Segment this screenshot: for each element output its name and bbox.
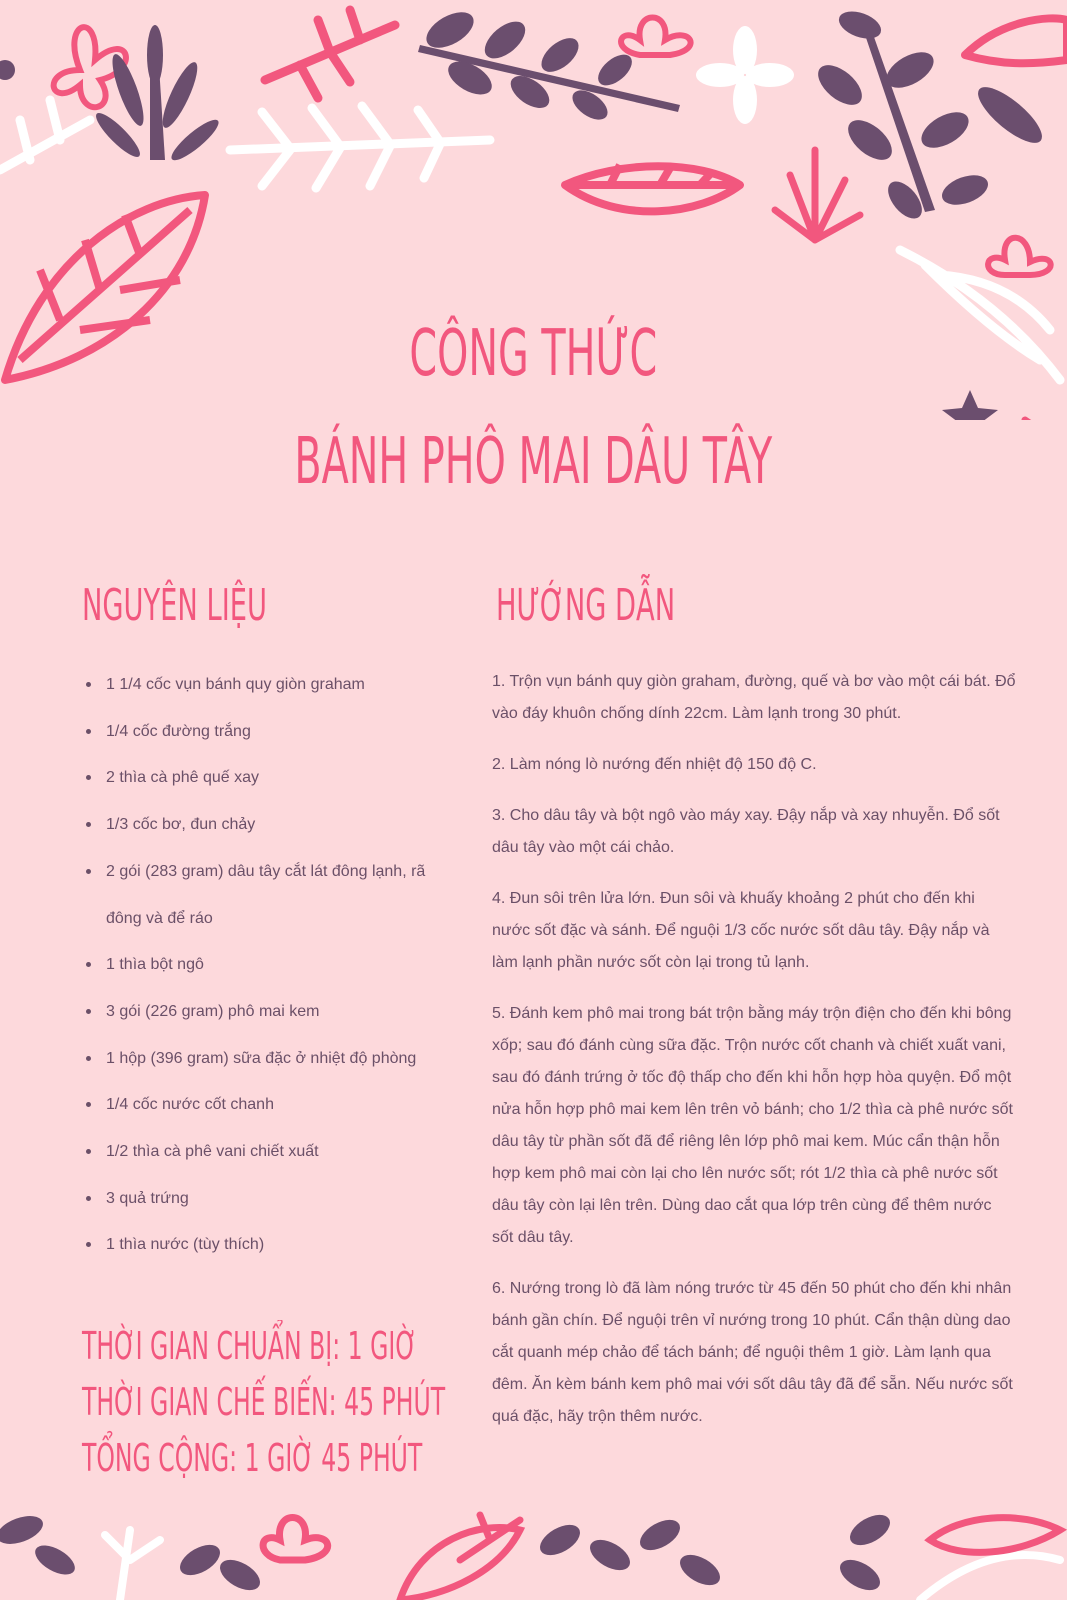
ingredient-item: 2 thìa cà phê quế xay: [82, 755, 462, 802]
title-line-2: BÁNH PHÔ MAI DÂU TÂY: [294, 425, 773, 499]
ingredient-item: 1/3 cốc bơ, đun chảy: [82, 802, 462, 849]
white-flower-icon: [696, 26, 794, 124]
ingredient-item: 3 gói (226 gram) phô mai kem: [82, 989, 462, 1036]
direction-step: 1. Trộn vụn bánh quy giòn graham, đường, quế và bơ vào một cái bát. Đổ vào đáy khuôn chống dính 22cm. Làm lạnh trong 30 phút.: [492, 673, 1016, 722]
ingredients-list: [82, 662, 462, 1269]
ingredient-item: 2 gói (283 gram) dâu tây cắt lát đông lạnh, rã đông và để ráo: [82, 849, 462, 942]
ingredient-item: 3 quả trứng: [82, 1176, 462, 1223]
total-time: TỔNG CỘNG: 1 GIỜ 45 PHÚT: [82, 1436, 423, 1480]
ingredient-item: 1/4 cốc đường trắng: [82, 709, 462, 756]
direction-step: 5. Đánh kem phô mai trong bát trộn bằng máy trộn điện cho đến khi bông xốp; sau đó đánh cùng sữa đặc. Trộn nước cốt chanh và chiết xuất vani, sau đó đánh trứng ở tốc độ thấp cho đến khi hỗn hợp hòa quyện. Đổ một nửa hỗn hợp phô mai kem lên trên vỏ bánh; cho 1/2 thìa cà phê nước sốt dâu tây từ phần sốt đã để riêng lên lớp phô mai kem. Múc cẩn thận hỗn hợp kem phô mai còn lại cho lên nước sốt; rót 1/2 thìa cà phê nước sốt dâu tây còn lại lên trên. Dùng dao cắt qua lớp trên cùng để thêm nước sốt dâu tây.: [492, 1005, 1013, 1246]
directions-steps: [492, 666, 1017, 1452]
ingredient-item: 1 1/4 cốc vụn bánh quy giòn graham: [82, 662, 462, 709]
cook-time: THỜI GIAN CHẾ BIẾN: 45 PHÚT: [82, 1380, 446, 1424]
directions-heading: HƯỚNG DẪN: [496, 580, 676, 631]
ingredient-item: 1 hộp (396 gram) sữa đặc ở nhiệt độ phòng: [82, 1036, 462, 1083]
direction-step: 3. Cho dâu tây và bột ngô vào máy xay. Đậy nắp và xay nhuyễn. Đổ sốt dâu tây vào một cái chảo.: [492, 807, 1000, 856]
direction-step: 6. Nướng trong lò đã làm nóng trước từ 45 đến 50 phút cho đến khi nhân bánh gần chín. Để nguội trên vỉ nướng trong 10 phút. Cẩn thận dùng dao cắt quanh mép chảo để tách bánh; để nguội thêm 1 giờ. Làm lạnh qua đêm. Ăn kèm bánh kem phô mai với sốt dâu tây đã để sẵn. Nếu nước sốt quá đặc, hãy trộn thêm nước.: [492, 1280, 1013, 1425]
ingredient-item: 1 thìa nước (tùy thích): [82, 1222, 462, 1269]
direction-step: 2. Làm nóng lò nướng đến nhiệt độ 150 độ C.: [492, 756, 817, 773]
bottom-leaf-decoration: [0, 1500, 1067, 1600]
purple-star-icon: [942, 390, 998, 420]
prep-time: THỜI GIAN CHUẨN BỊ: 1 GIỜ: [82, 1324, 417, 1368]
ingredients-heading: NGUYÊN LIỆU: [82, 580, 267, 631]
ingredient-item: 1/2 thìa cà phê vani chiết xuất: [82, 1129, 462, 1176]
recipe-title: [203, 300, 865, 516]
ingredient-item: 1/4 cốc nước cốt chanh: [82, 1082, 462, 1129]
ingredient-item: 1 thìa bột ngô: [82, 942, 462, 989]
time-summary: [82, 1318, 445, 1486]
title-line-1: CÔNG THỨC: [409, 317, 658, 391]
direction-step: 4. Đun sôi trên lửa lớn. Đun sôi và khuấy khoảng 2 phút cho đến khi nước sốt đặc và sánh. Để nguội 1/3 cốc nước sốt dâu tây. Đậy nắp và làm lạnh phần nước sốt còn lại trong tủ lạnh.: [492, 890, 990, 971]
